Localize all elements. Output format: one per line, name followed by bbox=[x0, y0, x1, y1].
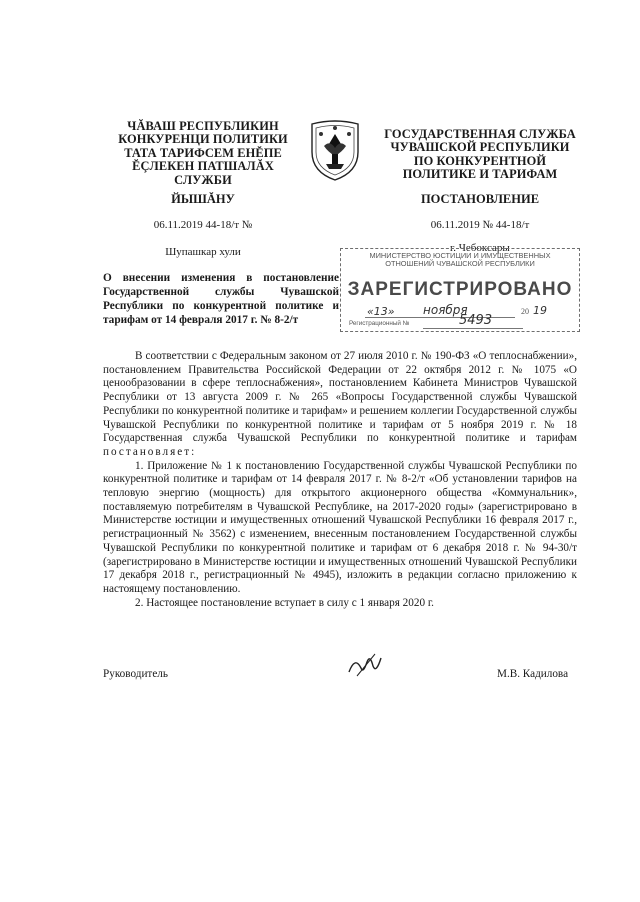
header-right-line: ГОСУДАРСТВЕННАЯ СЛУЖБА bbox=[384, 127, 576, 141]
coat-of-arms-icon bbox=[306, 118, 364, 182]
header-right-line: ПОЛИТИКЕ И ТАРИФАМ bbox=[402, 167, 558, 182]
header-left-line: КОНКУРЕНЦИ ПОЛИТИКИ bbox=[118, 132, 288, 147]
body-item-1: 1. Приложение № 1 к постановлению Государственной службы Чувашской Республики по конкурентной политике и тарифам от 14 февраля 2017 г. № 8-2/т «Об установлении тарифов на тепловую энергию (мощность) для открытого акционерного общества «Коммунальник», поставляемую потребителям в Чувашской Республике, на 2017-2020 годы» (зарегистрировано в Министерстве юстиции и имущественных отношений Чувашской Республики 16 февраля 2017 г., регистрационный № 3562) с изменением, внесенным постановлением Государственной службы Чувашской Республики по конкурентной политике и тарифам от 6 декабря 2018 г. № 94-30/т (зарегистрировано в Министерстве юстиции и имущественных отношений Чувашской Республики 17 декабря 2018 г., регистрационный № 4945), изложить в редакции согласно приложению к настоящему постановлению. bbox=[103, 459, 577, 595]
header-left-doc-kind: ЙЫШĂНУ bbox=[171, 192, 235, 206]
stamp-reg-underline bbox=[423, 328, 523, 329]
header-left-city: Шупашкар хули bbox=[165, 246, 241, 258]
body-item-2: 2. Настоящее постановление вступает в силу с 1 января 2020 г. bbox=[135, 596, 434, 609]
stamp-year-prefix: 20 bbox=[521, 307, 529, 316]
header-right-line: ЧУВАШСКОЙ РЕСПУБЛИКИ bbox=[390, 140, 570, 155]
stamp-registered: ЗАРЕГИСТРИРОВАНО bbox=[347, 279, 573, 300]
registration-stamp bbox=[340, 248, 580, 332]
signature-icon bbox=[345, 650, 385, 680]
header-left-date-number: 06.11.2019 44-18/т № bbox=[153, 219, 253, 231]
body-intro bbox=[103, 350, 577, 460]
header-left-line: ĔÇЛЕКЕН ПАТШАЛĂХ СЛУЖБИ bbox=[132, 159, 274, 187]
header-left-org bbox=[108, 120, 298, 187]
body-intro-text: В соответствии с Федеральным законом от 27 июля 2010 г. № 190-ФЗ «О теплоснабжении», постановлением Правительства Российской Федерации от 22 октября 2012 г. № 1075 «О ценообразовании в сфере теплоснабжения», постановлением Кабинета Министров Чувашской Республики от 13 августа 2009 г. № 265 «Вопросы Государственной службы Чувашской Республики по конкурентной политике и тарифам» и решением коллегии Государственной службы Чувашской Республики по конкурентной политике и тарифам от 5 ноября 2019 г. № 18 Государственная служба Чувашской Республики по конкурентной политике и тарифам bbox=[103, 350, 577, 445]
stamp-date-month: ноября bbox=[423, 303, 468, 317]
header-right-city: г. Чебоксары bbox=[450, 242, 510, 254]
document-title: О внесении изменения в постановление Государственной службы Чувашской Республики по конкурентной политике и тарифам от 14 февраля 2017 г. № 8-2/т bbox=[103, 272, 339, 326]
stamp-ministry bbox=[341, 252, 579, 269]
header-left-line: ТАТА ТАРИФСЕМ ЕНĔПЕ bbox=[124, 145, 282, 160]
stamp-date-day: «13» bbox=[367, 305, 395, 318]
header-right-org bbox=[380, 128, 580, 182]
document-body bbox=[103, 350, 577, 610]
stamp-date-underline bbox=[365, 317, 515, 318]
stamp-ministry-line: МИНИСТЕРСТВО ЮСТИЦИИ И ИМУЩЕСТВЕННЫХ bbox=[369, 251, 551, 260]
handwritten-signature bbox=[345, 650, 385, 685]
signature-name: М.В. Кадилова bbox=[497, 668, 569, 680]
coat-of-arms-emblem bbox=[306, 118, 364, 182]
stamp-reg-number: 5493 bbox=[459, 313, 493, 328]
header-left-line: ЧĂВАШ РЕСПУБЛИКИН bbox=[127, 119, 279, 133]
stamp-year-suffix: 19 bbox=[533, 304, 547, 317]
stamp-ministry-line: ОТНОШЕНИЙ ЧУВАШСКОЙ РЕСПУБЛИКИ bbox=[385, 259, 535, 269]
header-right-doc-kind: ПОСТАНОВЛЕНИЕ bbox=[420, 192, 540, 206]
stamp-reg-label: Регистрационный № bbox=[349, 320, 410, 327]
header-right-date-number: 06.11.2019 № 44-18/т bbox=[430, 219, 530, 231]
header-right-line: ПО КОНКУРЕНТНОЙ bbox=[413, 153, 547, 168]
body-decree-word: постановляет: bbox=[103, 445, 197, 458]
signature-position: Руководитель bbox=[103, 668, 168, 680]
